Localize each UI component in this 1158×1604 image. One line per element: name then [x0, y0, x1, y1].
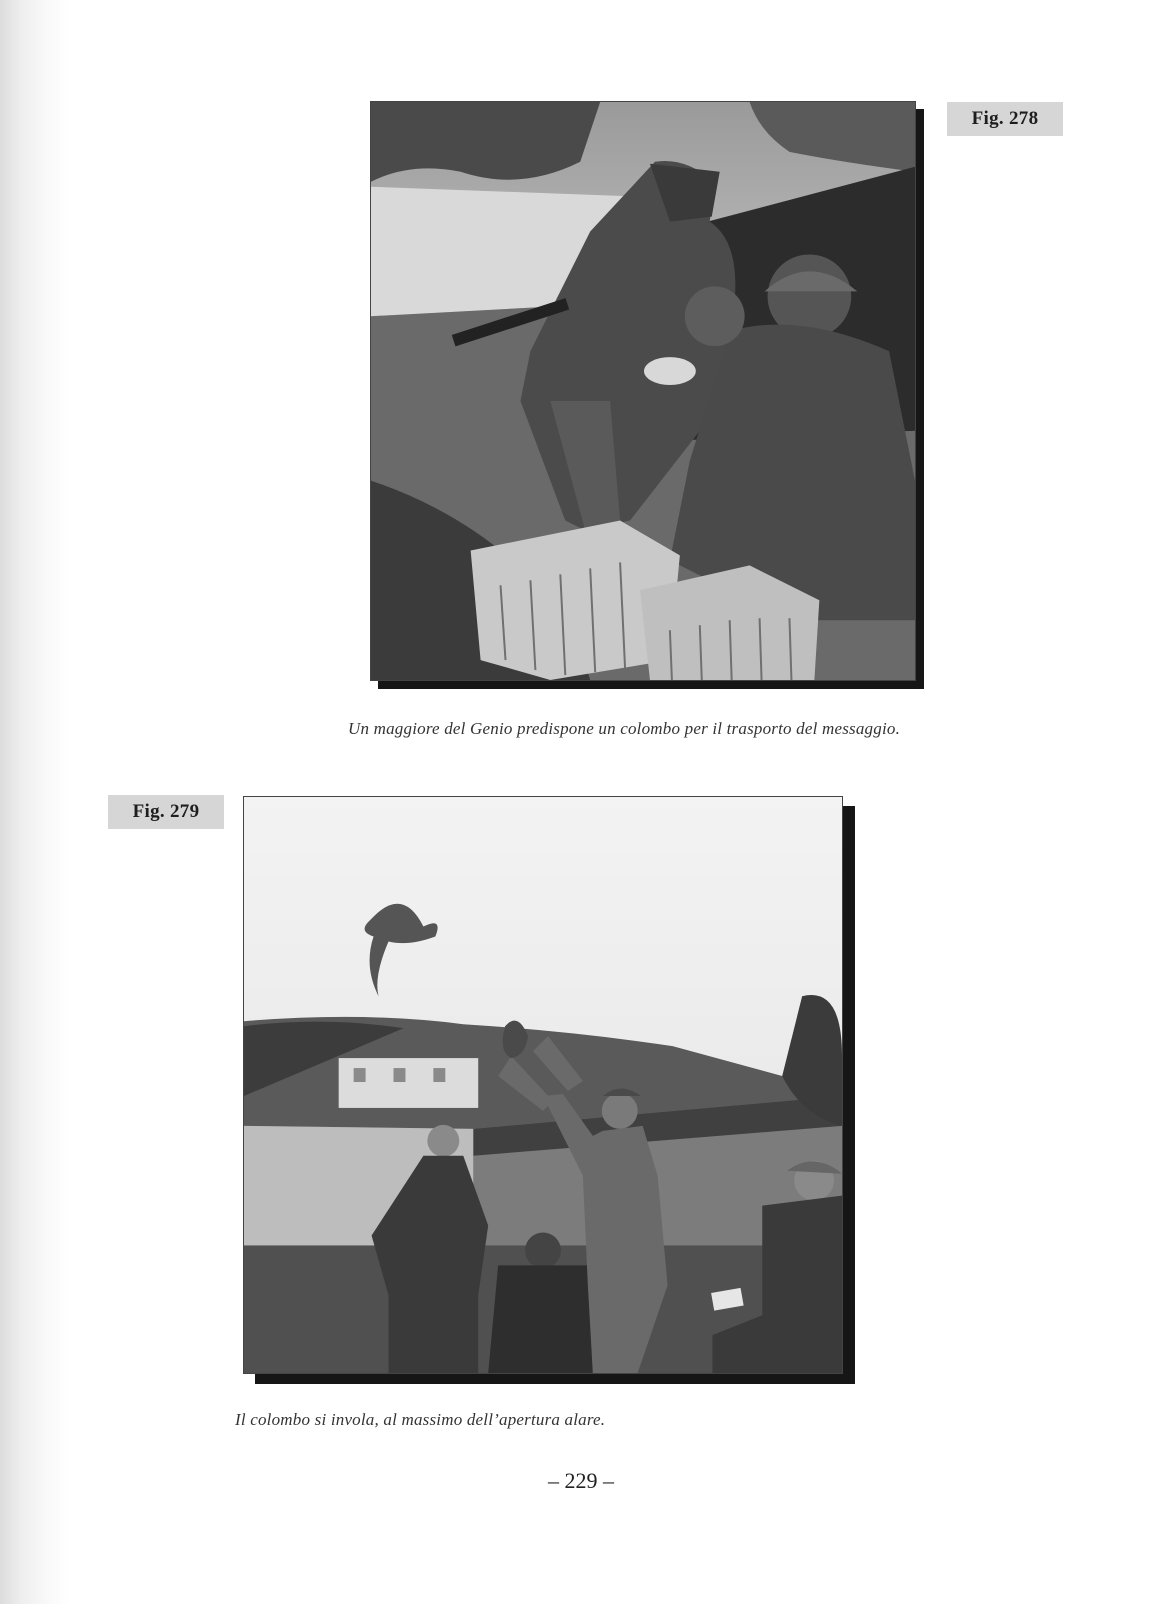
figure-278-label: Fig. 278 [947, 102, 1063, 136]
page-number: – 229 – [548, 1468, 614, 1493]
figure-279-caption: Il colombo si invola, al massimo dell’apertura alare. [235, 1410, 606, 1429]
figure-279-label: Fig. 279 [108, 795, 224, 829]
figure-279-photo [243, 796, 843, 1374]
scan-shadow-edge [0, 0, 70, 1604]
figure-278-photo [370, 101, 916, 681]
figure-278-image [370, 101, 916, 681]
figure-279-image [243, 796, 843, 1374]
figure-278-caption: Un maggiore del Genio predispone un colombo per il trasporto del messaggio. [348, 719, 901, 738]
